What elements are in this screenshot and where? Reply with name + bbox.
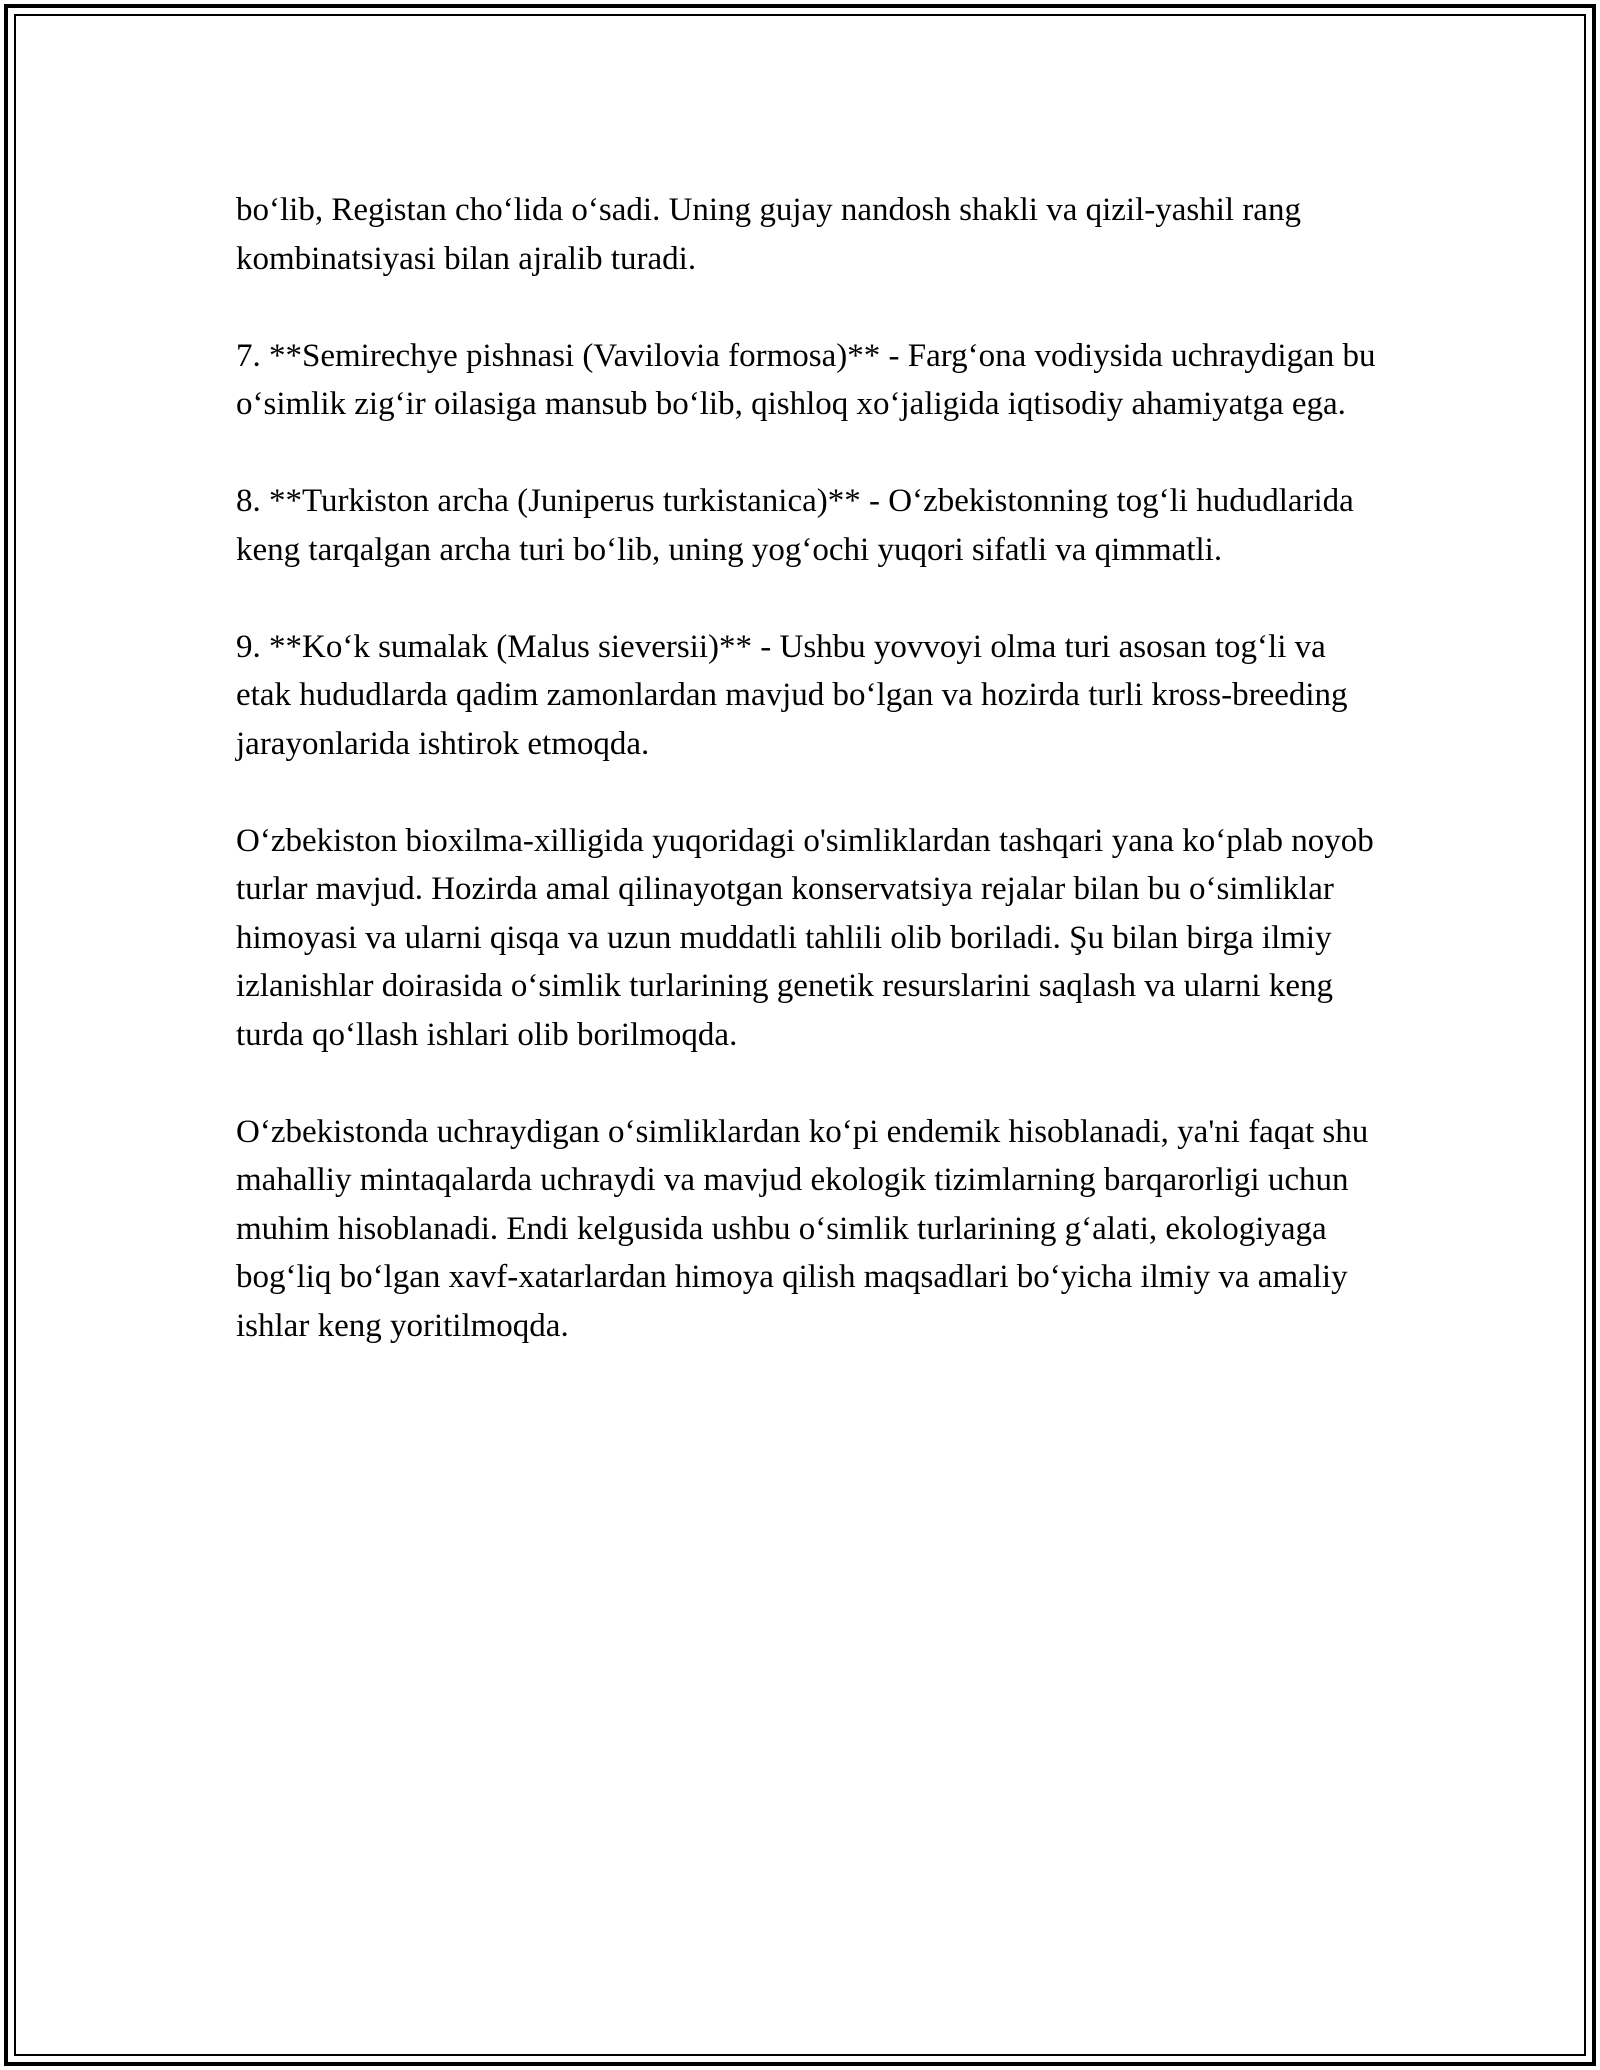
paragraph-endemic: O‘zbekistonda uchraydigan o‘simliklardan ko‘pi endemik hisoblanadi, ya'ni faqat shu mahalliy mintaqalarda uchraydi va mavjud ekologik tizimlarning barqarorligi uchun muhim hisoblanadi. Endi kelgusida ushbu o‘simlik turlarining g‘alati, ekologiyaga bog‘liq bo‘lgan xavf-xatarlardan himoya qilish maqsadlari bo‘yicha ilmiy va amaliy ishlar keng yoritilmoqda.: [236, 1113, 1369, 1344]
paragraph-item-9: 9. **Ko‘k sumalak (Malus sieversii)** - Ushbu yovvoyi olma turi asosan tog‘li va etak hududlarda qadim zamonlardan mavjud bo‘lgan va hozirda turli kross-breeding jarayonlarida ishtirok etmoqda.: [236, 628, 1348, 762]
paragraph-item-8: 8. **Turkiston archa (Juniperus turkistanica)** - O‘zbekistonning tog‘li hududlarida keng tarqalgan archa turi bo‘lib, uning yog‘ochi yuqori sifatli va qimmatli.: [236, 483, 1354, 568]
paragraph-biodiversity: O‘zbekiston bioxilma-xilligida yuqoridagi o'simliklardan tashqari yana ko‘plab noyob turlar mavjud. Hozirda amal qilinayotgan konservatsiya rejalar bilan bu o‘simliklar himoyasi va ularni qisqa va uzun muddatli tahlili olib boriladi. Şu bilan birga ilmiy izlanishlar doirasida o‘simlik turlarining genetik resurslarini saqlash va ularni keng turda qo‘llash ishlari olib borilmoqda.: [236, 822, 1374, 1053]
paragraph-continuation: bo‘lib, Registan cho‘lida o‘sadi. Uning gujay nandosh shakli va qizil-yashil rang kombinatsiyasi bilan ajralib turadi.: [236, 192, 1301, 277]
paragraph-item-7: 7. **Semirechye pishnasi (Vavilovia formosa)** - Farg‘ona vodiysida uchraydigan bu o‘simlik zig‘ir oilasiga mansub bo‘lib, qishloq xo‘jaligida iqtisodiy ahamiyatga ega.: [236, 337, 1376, 422]
document-body: [236, 186, 1376, 1399]
